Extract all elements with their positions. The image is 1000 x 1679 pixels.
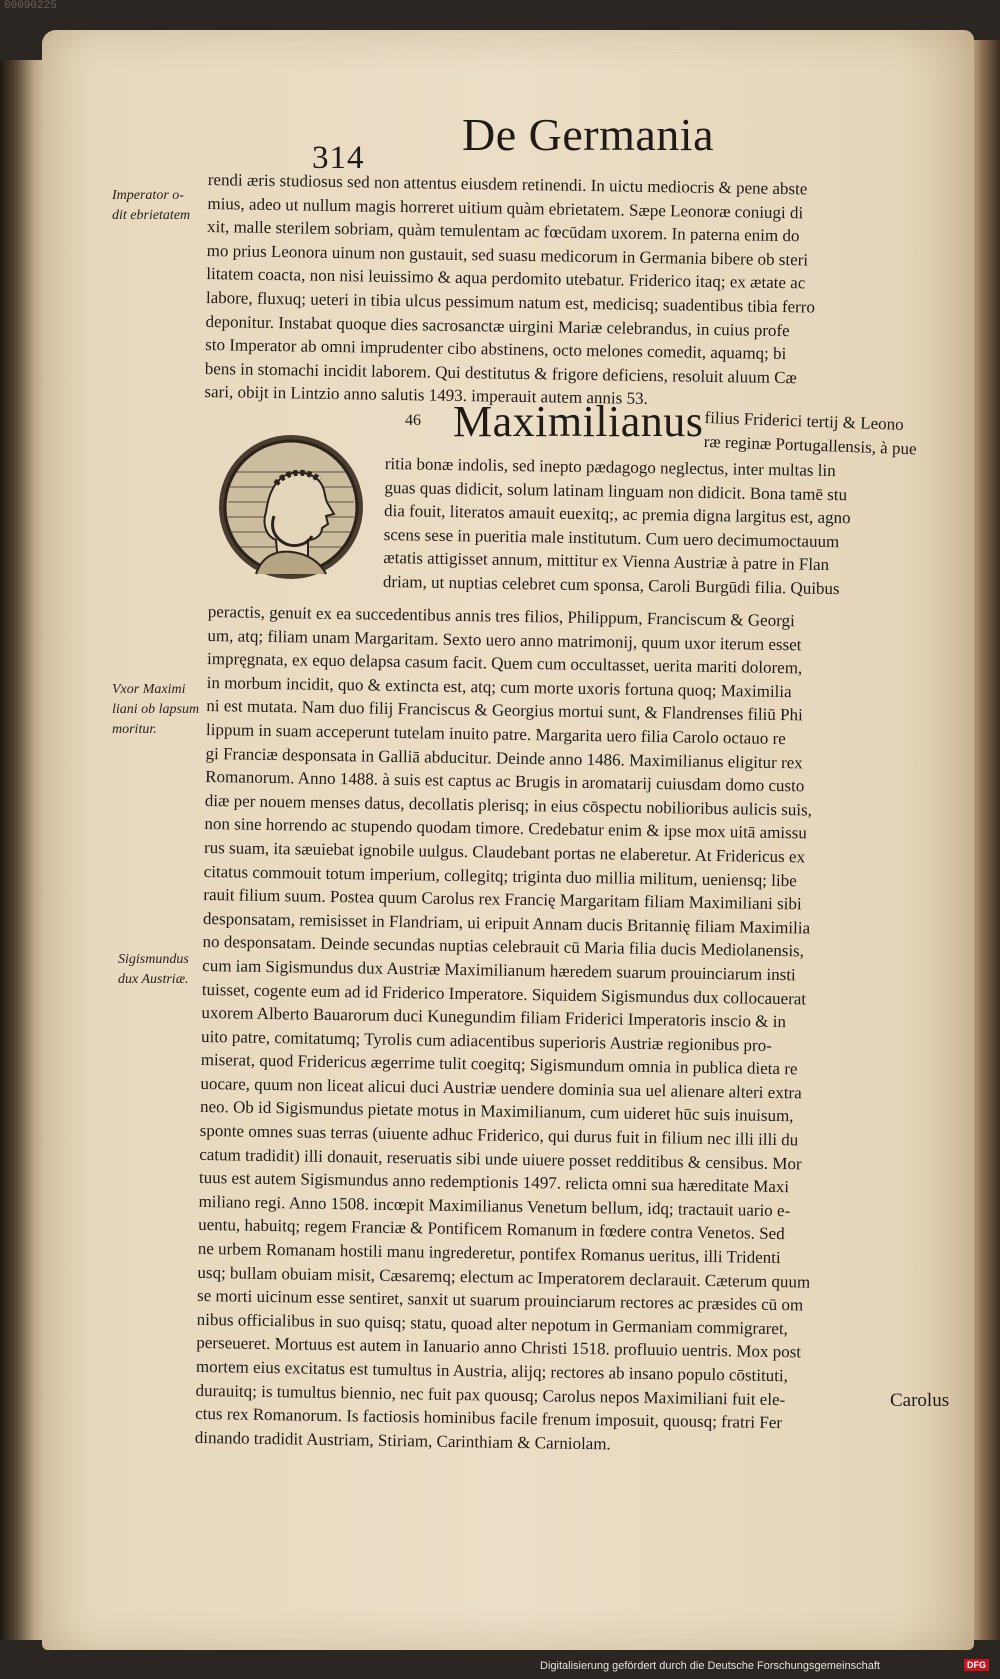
text-line: ne urbem Romanam hostili manu ingrederetur, pontifex Romanus ueritus, illi Tridenti [197,1238,781,1268]
catchword: Carolus [890,1390,950,1411]
margin-note-line: dux Austriæ. [118,972,189,987]
text-line: rendi æris studiosus sed non attentus eiusdem retinendi. In uictu mediocris & pene abste [207,169,808,199]
entry-name: Maximilianus [453,397,704,446]
text-line: litatem coacta, non nisi leuissimo & aqua perdomito utebatur. Friderico itaq; ex ætate ac [206,264,806,293]
text-line: guas quas didicit, solum latinam linguam non didicit. Bona tamē stu [384,477,848,504]
text-line: sari, obijt in Lintzio anno salutis 1493. imperauit autem annis 53. [204,382,648,409]
text-line: sponte omnes suas terras (uiuente adhuc Friderico, qui durus fuit in filium nec illi illi du [199,1120,799,1150]
text-line: non sine horrendo ac stupendo quodam timore. Credebatur enim & ipse mox uitā amissu [204,814,807,843]
margin-note-sigismundus [118,950,208,990]
scan-id: 00090225 [4,0,57,12]
text-line: uito patre, comitatumq; Tyrolis cum adiacentibus superioris Austriæ regionibus pro- [200,1026,772,1055]
entry-number: 46 [405,412,421,429]
text-line: mortem eius excitatus est tumultus in Austria, alijq; rectores ab insano populo cōstituti, [195,1356,789,1386]
margin-note-line: moritur. [112,722,157,737]
text-line: gi Franciæ desponsata in Galliā abducitur. Deinde anno 1486. Maximilianus eligitur rex [205,743,803,772]
text-line: nibus officialibus in suo quisq; statu, quoad alter nepotum in Germaniam commigraret, [196,1309,789,1339]
margin-note-uxor [112,680,210,740]
text-line: uentu, habuitq; regem Franciæ & Pontificem Romanum in fœdere contra Venetos. Sed [198,1215,785,1244]
text-line: rauit filium suum. Postea quum Carolus rex Francię Margaritam filiam Maximiliani sibi [203,885,802,914]
text-line: miliano regi. Anno 1508. incœpit Maximilianus Venetum bellum, idq; tractauit uario e- [198,1191,791,1221]
text-line: ætatis attigisset annum, mittitur ex Vienna Austriæ à patre in Flan [383,548,830,575]
margin-note-line: liani ob lapsum [112,702,200,717]
text-line: ni est mutata. Nam duo filij Franciscus & Georgius mortui sunt, & Flandrenses filiū Phi [206,696,803,725]
running-head: De Germania [462,109,714,160]
margin-note-line: dit ebrietatem [112,208,191,223]
text-line: xit, malle sterilem sobriam, quàm temulentam ac fœcūdam uxorem. In paterna enim do [206,217,800,246]
text-line: citatus commouit totum imperium, collegitq; triginta duo millia militum, ueniensq; libe [203,861,797,890]
entry-heading-continuation [703,406,964,462]
text-line: um, atq; filiam unam Margaritam. Sexto uero anno matrimonij, quum uxor iterum esset [207,625,802,654]
text-line: uocare, quum non liceat alicui duci Austriæ uendere dominia sua uel alienare alteri extra [200,1073,802,1103]
text-line: tuus est autem Sigismundus anno redemptionis 1497. relicta omni sua hæreditate Maxi [198,1168,790,1197]
text-line: desponsatam, remisisset in Flandriam, ui eripuit Annam ducis Britannię filiam Maximilia [202,908,811,938]
text-line: dinando tradidit Austriam, Stiriam, Carinthiam & Carniolam. [194,1427,611,1454]
dfg-logo: DFG [964,1659,989,1671]
digitization-credit: Digitalisierung gefördert durch die Deutsche Forschungsgemeinschaft [540,1660,880,1672]
text-line: usq; bullam obuiam misit, Cæsaremq; electum ac Imperatorem declarauit. Cæterum quum [197,1262,811,1292]
text-line: filius Friderici tertij & Leono [704,407,905,434]
page-number: 314 [312,140,365,176]
text-line: miserat, quod Fridericus ægerrime tulit coegitq; Sigismundum omnia in publica dieta re [200,1050,798,1079]
text-line: tuisset, cogente eum ad id Friderico Imperatore. Siquidem Sigismundus dux collocauerat [201,979,807,1008]
text-line: sto Imperator ab omni imprudenter cibo abstinens, octo melones comedit, aquamq; bi [205,335,787,364]
margin-note-line: Imperator o- [112,188,184,203]
text-line: ctus rex Romanorum. Is factiosis hominibus facile frenum imposuit, quousq; fratri Fer [195,1404,783,1433]
text-line: labore, fluxuq; ueteri in tibia ulcus pessimum natum est, medicisq; suadentibus tibia ferro [205,287,816,317]
margin-note-ebrietas [112,186,210,226]
text-line: bens in stomachi incidit laborem. Qui destitutus & frigore deficiens, resoluit aluum Cæ [204,358,797,388]
text-line: perseueret. Mortuus est autem in Ianuario anno Christi 1518. profluuio uentris. Mox post [196,1333,802,1362]
laureate-emperor-medallion-icon [216,432,366,582]
text-line: in morbum incidit, quo & extincta est, atq; cum morte uxoris fortuna quoq; Maximilia [206,672,792,701]
text-line: scens sese in pueritia male institutum. Cum uero decimumoctauum [383,524,840,551]
text-line: ritia bonæ indolis, sed inepto pædagogo neglectus, inter multas lin [384,453,836,481]
text-line: driam, ut nuptias celebret cum sponsa, Caroli Burgūdi filia. Quibus [382,571,840,599]
text-line: no desponsatam. Deinde secundas nuptias celebrauit cū Maria filia ducis Mediolanensis, [202,932,805,961]
text-line: mius, adeo ut nullum magis horreret uitium quàm ebrietatem. Sæpe Leonoræ coniugi di [207,193,804,222]
text-line: rus suam, ita sæuiebat ignobile uulgus. Claudebant portas ne elaberetur. At Fridericus ex [203,837,806,867]
text-line: diæ per nouem menses datus, decollatis plerisq; in eius cōspectu nobilioribus aulicis suis, [204,790,813,820]
body-text-side [383,452,953,602]
text-line: ræ reginæ Portugallensis, à pue [703,431,917,458]
text-line: Romanorum. Anno 1488. à suis est captus ac Brugis in aromatarij cuiusdam domo custo [205,767,805,796]
text-line: mo prius Leonora uinum non gustauit, sed suasu medicorum in Germania bibere ob steri [206,240,809,270]
text-line: neo. Ob id Sigismundus pietate motus in Maximilianum, cum uideret hūc suis inuisum, [199,1097,794,1126]
text-line: deponitur. Instabat quoque dies sacrosanctæ uirgini Mariæ celebrandus, in cuius profe [205,311,790,340]
text-line: peractis, genuit ex ea succedentibus annis tres filios, Philippum, Franciscum & Georgi [207,601,795,631]
text-line: cum iam Sigismundus dux Austriæ Maximilianum hæredem suarum prouinciarum insti [202,955,796,985]
text-line: se morti uicinum esse sentiret, sanxit ut suarum prouinciarum rectores ac præsides cū om [196,1286,804,1315]
book-edge-left [0,60,48,1640]
margin-note-line: Sigismundus [118,952,189,967]
body-text-main [195,600,953,1461]
text-line: uxorem Alberto Bauarorum duci Kunegundim filiam Friderici Imperatoris inscio & in [201,1003,787,1032]
text-line: lippum in suam acceperunt tutelam inuito patre. Margarita uero filia Carolo octauo re [205,719,786,749]
text-line: catum tradidit) illi donauit, reseruatis sibi unde uiuere posset redditibus & censibus. Mor [199,1144,802,1174]
text-line: dia fouit, literatos amauit euexitq;, ac premia digna largitus est, agno [383,501,851,528]
text-line: impręgnata, ex equo delapsa casum facit. Quem cum occultasset, uerita mariti dolorem, [206,649,803,678]
margin-note-line: Vxor Maximi [112,682,186,697]
body-text-top [204,168,953,416]
text-line: durauitq; is tumultus biennio, nec fuit pax quousq; Carolus nepos Maximiliani fuit ele- [195,1380,786,1409]
